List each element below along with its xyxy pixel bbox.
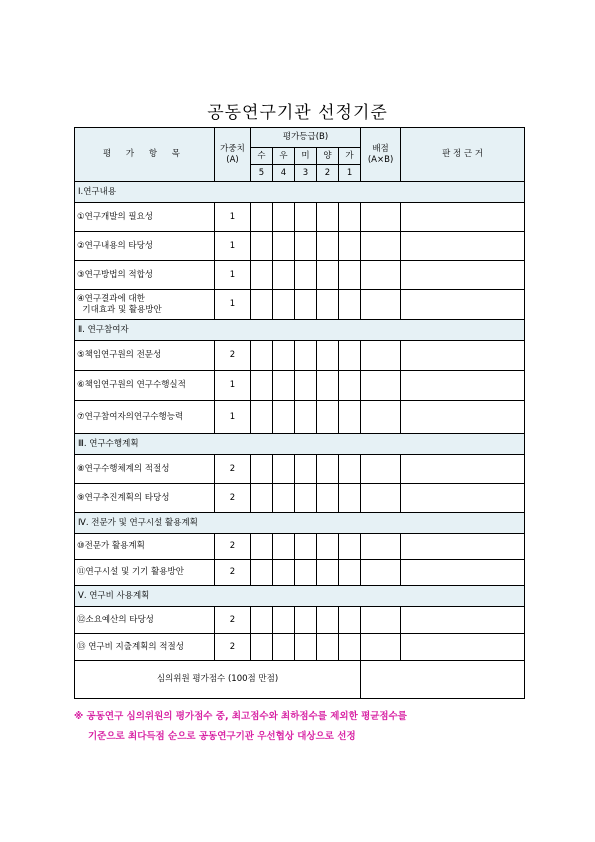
grade-cell-4[interactable] (317, 607, 339, 634)
grade-cell-1[interactable] (251, 607, 273, 634)
header-grade-5: 가 (339, 148, 361, 165)
header-grade-2: 우 (273, 148, 295, 165)
section-row (75, 513, 525, 534)
basis-cell[interactable] (401, 401, 525, 434)
section-title: Ⅳ. 전문가 및 연구시설 활용계획 (75, 513, 525, 534)
criteria-item (75, 232, 215, 261)
criteria-item (75, 261, 215, 290)
section-row (75, 434, 525, 455)
criteria-row (75, 261, 525, 290)
header-score-unit: (A×B) (367, 154, 394, 165)
grade-cell-2[interactable] (273, 401, 295, 434)
criteria-weight: 1 (215, 290, 251, 320)
basis-cell[interactable] (401, 261, 525, 290)
criteria-weight: 2 (215, 634, 251, 661)
criteria-weight: 1 (215, 371, 251, 401)
criteria-item (75, 203, 215, 232)
section-title: Ⅴ. 연구비 사용계획 (75, 586, 525, 607)
grade-cell-5[interactable] (339, 290, 361, 320)
score-cell[interactable] (361, 232, 401, 261)
criteria-item-label: ⑩전문가 활용계획 (77, 541, 145, 552)
score-cell[interactable] (361, 560, 401, 586)
criteria-item-label: ⑤책임연구원의 전문성 (77, 350, 162, 361)
criteria-weight: 2 (215, 607, 251, 634)
criteria-weight: 2 (215, 560, 251, 586)
grade-cell-3[interactable] (295, 341, 317, 371)
criteria-item (75, 341, 215, 371)
grade-cell-1[interactable] (251, 371, 273, 401)
header-grade-point-3: 3 (295, 165, 317, 182)
grade-cell-1[interactable] (251, 290, 273, 320)
grade-cell-4[interactable] (317, 290, 339, 320)
grade-cell-3[interactable] (295, 203, 317, 232)
grade-cell-1[interactable] (251, 455, 273, 484)
criteria-item-label: 기대효과 및 활용방안 (77, 304, 162, 315)
criteria-item-label: ④연구결과에 대한 (77, 293, 145, 304)
score-cell[interactable] (361, 341, 401, 371)
grade-cell-3[interactable] (295, 607, 317, 634)
grade-cell-2[interactable] (273, 290, 295, 320)
header-grade-point-5: 1 (339, 165, 361, 182)
criteria-row (75, 634, 525, 661)
basis-cell[interactable] (401, 371, 525, 401)
grade-cell-1[interactable] (251, 634, 273, 661)
criteria-row (75, 203, 525, 232)
criteria-row (75, 607, 525, 634)
criteria-row (75, 455, 525, 484)
grade-cell-3[interactable] (295, 484, 317, 513)
grade-cell-5[interactable] (339, 484, 361, 513)
criteria-item-label: ⑦연구참여자의연구수행능력 (77, 411, 184, 422)
grade-cell-2[interactable] (273, 203, 295, 232)
section-title: Ⅱ. 연구참여자 (75, 320, 525, 341)
grade-cell-5[interactable] (339, 232, 361, 261)
basis-cell[interactable] (401, 560, 525, 586)
header-grade-1: 수 (251, 148, 273, 165)
header-grade-3: 미 (295, 148, 317, 165)
criteria-row (75, 534, 525, 560)
section-title: Ⅲ. 연구수행계획 (75, 434, 525, 455)
score-cell[interactable] (361, 534, 401, 560)
header-grade-group: 평가등급(B) (251, 128, 361, 148)
basis-cell[interactable] (401, 341, 525, 371)
criteria-row (75, 484, 525, 513)
header-grade-4: 양 (317, 148, 339, 165)
grade-cell-5[interactable] (339, 401, 361, 434)
grade-cell-5[interactable] (339, 341, 361, 371)
grade-cell-2[interactable] (273, 634, 295, 661)
total-label: 심의위원 평가점수 (100점 만점) (75, 661, 361, 699)
criteria-weight: 1 (215, 203, 251, 232)
grade-cell-1[interactable] (251, 261, 273, 290)
grade-cell-5[interactable] (339, 455, 361, 484)
grade-cell-3[interactable] (295, 560, 317, 586)
criteria-row (75, 560, 525, 586)
grade-cell-2[interactable] (273, 232, 295, 261)
header-weight-label: 가중치 (220, 143, 245, 154)
total-row (75, 661, 525, 699)
basis-cell[interactable] (401, 455, 525, 484)
criteria-row (75, 232, 525, 261)
grade-cell-3[interactable] (295, 290, 317, 320)
grade-cell-2[interactable] (273, 484, 295, 513)
footnote (74, 707, 544, 747)
score-cell[interactable] (361, 484, 401, 513)
grade-cell-4[interactable] (317, 341, 339, 371)
footnote-line-1: ※ 공동연구 심의위원의 평가점수 중, 최고점수와 최하점수를 제외한 평균점수를 (74, 711, 407, 722)
criteria-item-label: ③연구방법의 적합성 (77, 269, 154, 280)
header-basis: 판 정 근 거 (401, 128, 525, 182)
grade-cell-4[interactable] (317, 560, 339, 586)
grade-cell-3[interactable] (295, 455, 317, 484)
score-cell[interactable] (361, 401, 401, 434)
grade-cell-4[interactable] (317, 534, 339, 560)
grade-cell-5[interactable] (339, 634, 361, 661)
section-title: Ⅰ.연구내용 (75, 182, 525, 203)
criteria-item-label: ①연구개발의 필요성 (77, 211, 154, 222)
header-weight-unit: (A) (226, 154, 239, 165)
evaluation-table (74, 127, 525, 699)
criteria-item (75, 607, 215, 634)
section-row (75, 586, 525, 607)
criteria-item (75, 484, 215, 513)
score-cell[interactable] (361, 607, 401, 634)
grade-cell-1[interactable] (251, 401, 273, 434)
header-score (361, 128, 401, 182)
criteria-item-label: ⑥책임연구원의 연구수행실적 (77, 380, 186, 391)
criteria-weight: 1 (215, 401, 251, 434)
score-cell[interactable] (361, 455, 401, 484)
criteria-item (75, 560, 215, 586)
grade-cell-5[interactable] (339, 371, 361, 401)
section-row (75, 182, 525, 203)
grade-cell-4[interactable] (317, 401, 339, 434)
grade-cell-5[interactable] (339, 607, 361, 634)
grade-cell-1[interactable] (251, 484, 273, 513)
grade-cell-2[interactable] (273, 560, 295, 586)
section-row (75, 320, 525, 341)
grade-cell-4[interactable] (317, 455, 339, 484)
grade-cell-4[interactable] (317, 634, 339, 661)
criteria-item (75, 455, 215, 484)
grade-cell-2[interactable] (273, 534, 295, 560)
grade-cell-5[interactable] (339, 534, 361, 560)
criteria-item-label: ②연구내용의 타당성 (77, 240, 154, 251)
header-score-label: 배점 (372, 143, 389, 154)
grade-cell-1[interactable] (251, 203, 273, 232)
grade-cell-2[interactable] (273, 261, 295, 290)
criteria-item (75, 634, 215, 661)
criteria-row (75, 341, 525, 371)
score-cell[interactable] (361, 290, 401, 320)
criteria-item-label: ⑪연구시설 및 기기 활용방안 (77, 567, 184, 578)
score-cell[interactable] (361, 261, 401, 290)
grade-cell-3[interactable] (295, 634, 317, 661)
grade-cell-2[interactable] (273, 607, 295, 634)
grade-cell-4[interactable] (317, 203, 339, 232)
basis-cell[interactable] (401, 232, 525, 261)
grade-cell-2[interactable] (273, 371, 295, 401)
criteria-item (75, 534, 215, 560)
header-item: 평 가 항 목 (75, 128, 215, 182)
criteria-row (75, 290, 525, 320)
grade-cell-1[interactable] (251, 560, 273, 586)
criteria-row (75, 401, 525, 434)
header-grade-point-1: 5 (251, 165, 273, 182)
grade-cell-1[interactable] (251, 534, 273, 560)
grade-cell-3[interactable] (295, 232, 317, 261)
grade-cell-3[interactable] (295, 401, 317, 434)
basis-cell[interactable] (401, 290, 525, 320)
grade-cell-2[interactable] (273, 455, 295, 484)
criteria-item-label: ⑬ 연구비 지출계획의 적절성 (77, 641, 184, 652)
basis-cell[interactable] (401, 484, 525, 513)
grade-cell-1[interactable] (251, 232, 273, 261)
basis-cell[interactable] (401, 634, 525, 661)
footnote-line-2: 기준으로 최다득점 순으로 공동연구기관 우선협상 대상으로 선정 (88, 731, 356, 742)
criteria-item-label: ⑫소요예산의 타당성 (77, 614, 154, 625)
score-cell[interactable] (361, 634, 401, 661)
header-grade-point-4: 2 (317, 165, 339, 182)
grade-cell-2[interactable] (273, 341, 295, 371)
grade-cell-1[interactable] (251, 341, 273, 371)
grade-cell-5[interactable] (339, 261, 361, 290)
grade-cell-4[interactable] (317, 371, 339, 401)
criteria-item (75, 371, 215, 401)
header-grade-point-2: 4 (273, 165, 295, 182)
criteria-item (75, 401, 215, 434)
grade-cell-3[interactable] (295, 534, 317, 560)
criteria-item-label: ⑧연구수행체계의 적절성 (77, 463, 170, 474)
criteria-item-label: ⑨연구추진계획의 타당성 (77, 492, 170, 503)
criteria-weight: 1 (215, 232, 251, 261)
header-weight (215, 128, 251, 182)
grade-cell-3[interactable] (295, 371, 317, 401)
basis-cell[interactable] (401, 534, 525, 560)
basis-cell[interactable] (401, 203, 525, 232)
grade-cell-4[interactable] (317, 232, 339, 261)
grade-cell-5[interactable] (339, 560, 361, 586)
criteria-weight: 2 (215, 484, 251, 513)
criteria-row (75, 371, 525, 401)
total-score-cell[interactable] (361, 661, 525, 699)
criteria-weight: 2 (215, 341, 251, 371)
grade-cell-4[interactable] (317, 261, 339, 290)
score-cell[interactable] (361, 203, 401, 232)
criteria-weight: 1 (215, 261, 251, 290)
grade-cell-3[interactable] (295, 261, 317, 290)
grade-cell-4[interactable] (317, 484, 339, 513)
basis-cell[interactable] (401, 607, 525, 634)
grade-cell-5[interactable] (339, 203, 361, 232)
page-title: 공동연구기관 선정기준 (207, 103, 388, 123)
criteria-weight: 2 (215, 534, 251, 560)
criteria-item (75, 290, 215, 320)
score-cell[interactable] (361, 371, 401, 401)
criteria-weight: 2 (215, 455, 251, 484)
